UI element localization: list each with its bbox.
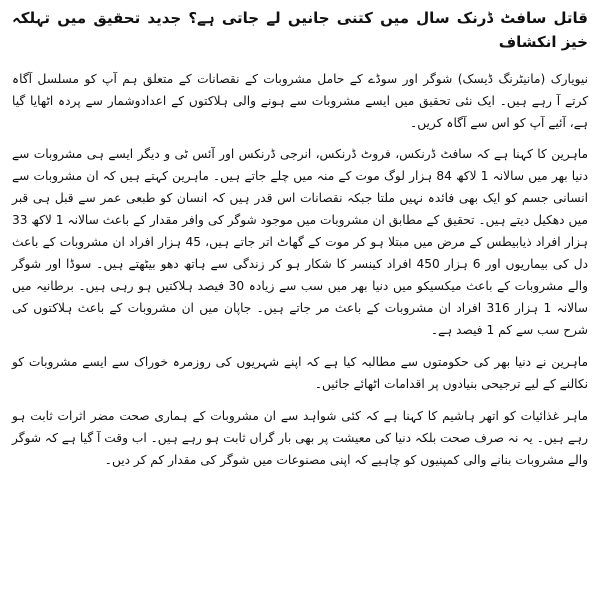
article-paragraph: ماہرین نے دنیا بھر کی حکومتوں سے مطالبہ کیا ہے کہ اپنے شہریوں کی روزمرہ خوراک سے ایسے مشروبات کو نکالنے کے لیے ترجیحی بنیادوں پر اقدامات اٹھائے جائیں۔ — [12, 355, 588, 391]
article-paragraph: ماہر غذائیات کو اتھر ہاشیم کا کہنا ہے کہ کئی شواہد سے ان مشروبات کے ہماری صحت مضر اثرات ثابت ہو رہے ہیں۔ یہ نہ صرف صحت بلکہ دنیا کی معیشت پر بھی بار گراں ثابت ہو رہے ہیں۔ اب وقت آ گیا ہے کہ شوگر والے مشروبات بنانے والی کمپنیوں کو چاہیے کہ اپنی مصنوعات میں شوگر کی مقدار کم کر دیں۔ — [12, 409, 588, 467]
article-title: قاتل سافٹ ڈرنک سال میں کتنی جانیں لے جاتی ہے؟ جدید تحقیق میں تہلکہ خیز انکشاف — [12, 9, 588, 51]
article-paragraph: ماہرین کا کہنا ہے کہ سافٹ ڈرنکس، فروٹ ڈرنکس، انرجی ڈرنکس اور آئس ٹی و دیگر ایسے ہی مشروبات سے دنیا بھر میں سالانہ 1 لاکھ 84 ہزار لوگ موت کے منہ میں چلے جاتے ہیں۔ ماہرین کہتے ہیں کہ ان مشروبات سے انسانی جسم کو ایک بھی فائدہ نہیں ملتا جبکہ نقصانات اس قدر ہیں کہ انسان کو طبعی عمر سے قبل ہی قبر میں دھکیل دیتے ہیں۔ تحقیق کے مطابق ان مشروبات میں موجود شوگر کی وافر مقدار کے باعث سالانہ 1 لاکھ 33 ہزار افراد ذیابیطس کے مرض میں مبتلا ہو کر موت کے گھاٹ اتر جاتے ہیں، 45 ہزار افراد ان مشروبات کے باعث دل کی بیماریوں اور 6 ہزار 450 افراد کینسر کا شکار ہو کر زندگی سے ہاتھ دھو بیٹھتے ہیں۔ سوڈا اور شوگر والے مشروبات کے باعث میکسیکو میں دنیا بھر میں سب سے زیادہ 30 فیصد ہلاکتیں ہو رہی ہیں۔ برطانیہ میں سالانہ 1 ہزار 316 افراد ان مشروبات کے باعث مر جاتے ہیں۔ جاپان میں ان مشروبات کے باعث ہلاکتوں کی شرح سب سے کم 1 فیصد ہے۔ — [12, 147, 589, 337]
article-paragraph: نیویارک (مانیٹرنگ ڈیسک) شوگر اور سوڈے کے حامل مشروبات کے نقصانات کے متعلق ہم آپ کو مسلسل آگاہ کرتے آ رہے ہیں۔ ایک نئی تحقیق میں ایسے مشروبات سے ہونے والی ہلاکتوں کے اعدادوشمار سے پردہ اٹھایا گیا ہے، آئیے آپ کو اس سے آگاہ کریں۔ — [12, 72, 588, 130]
